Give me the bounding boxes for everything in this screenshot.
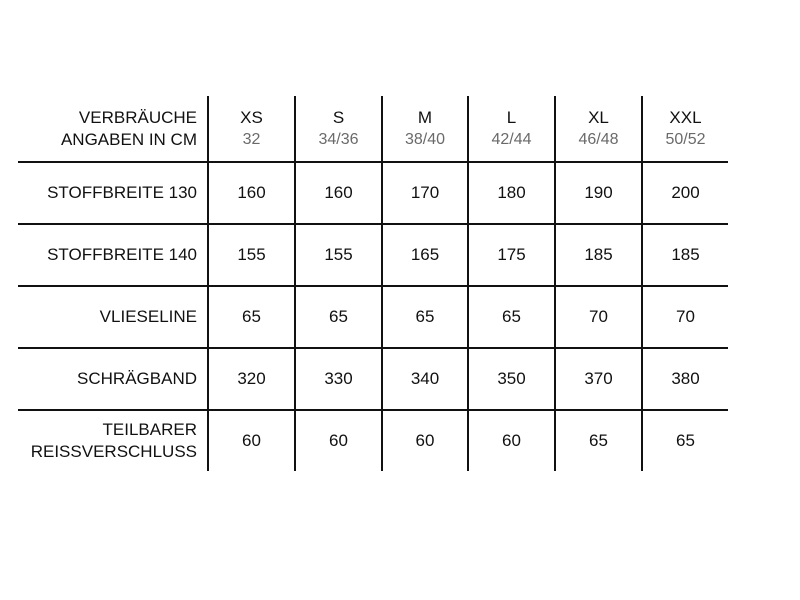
size-header-xxl [642, 96, 728, 162]
cell-s: 330 [295, 348, 382, 410]
cell-s: 155 [295, 224, 382, 286]
size-header-l [468, 96, 555, 162]
row-label [18, 286, 208, 348]
row-label [18, 224, 208, 286]
size-header-xl [555, 96, 642, 162]
row-label [18, 410, 208, 471]
cell-l: 350 [468, 348, 555, 410]
table-row [18, 162, 728, 224]
size-header-s [295, 96, 382, 162]
row-label [18, 162, 208, 224]
cell-xs: 60 [208, 410, 295, 471]
row-label-line1: STOFFBREITE 140 [47, 245, 197, 264]
size-number: 32 [242, 130, 261, 148]
table-row [18, 286, 728, 348]
cell-xl: 65 [555, 410, 642, 471]
cell-xl: 190 [555, 162, 642, 224]
size-code: XL [588, 107, 609, 127]
row-label-line1: VLIESELINE [99, 307, 197, 326]
row-label-line1: SCHRÄGBAND [77, 369, 197, 388]
size-number: 50/52 [665, 130, 706, 148]
size-number: 42/44 [491, 130, 532, 148]
cell-m: 170 [382, 162, 468, 224]
cell-s: 65 [295, 286, 382, 348]
size-code: L [506, 107, 517, 127]
header-label [18, 96, 208, 162]
cell-xl: 70 [555, 286, 642, 348]
cell-l: 180 [468, 162, 555, 224]
size-number: 46/48 [578, 130, 619, 148]
row-label-line1: TEILBARER [102, 420, 197, 439]
table-row [18, 348, 728, 410]
size-code: XS [240, 107, 263, 127]
cell-m: 60 [382, 410, 468, 471]
header-label-line1: VERBRÄUCHE [78, 107, 197, 127]
cell-s: 160 [295, 162, 382, 224]
cell-xxl: 70 [676, 307, 695, 326]
cell-m: 65 [382, 286, 468, 348]
cell-xl: 185 [555, 224, 642, 286]
cell-xxl: 185 [671, 245, 700, 264]
header-label-line2: ANGABEN IN CM [60, 129, 197, 149]
cell-l: 65 [468, 286, 555, 348]
cell-xxl: 200 [671, 183, 700, 202]
row-label-line2: REISSVERSCHLUSS [30, 442, 197, 461]
table-row [18, 410, 728, 471]
size-code: XXL [669, 107, 702, 127]
size-header-xs [208, 96, 295, 162]
size-code: S [332, 107, 345, 127]
size-code: M [417, 107, 433, 127]
row-label [18, 348, 208, 410]
table-row [18, 224, 728, 286]
size-chart-table [18, 96, 728, 471]
cell-xs: 320 [208, 348, 295, 410]
cell-m: 165 [382, 224, 468, 286]
size-number: 34/36 [318, 130, 359, 148]
cell-m: 340 [382, 348, 468, 410]
size-number: 38/40 [404, 130, 446, 148]
size-header-m [382, 96, 468, 162]
cell-xxl: 380 [671, 369, 700, 388]
cell-xxl: 65 [676, 431, 695, 450]
cell-s: 60 [295, 410, 382, 471]
cell-l: 175 [468, 224, 555, 286]
cell-l: 60 [468, 410, 555, 471]
cell-xs: 65 [208, 286, 295, 348]
cell-xl: 370 [555, 348, 642, 410]
header-row [18, 96, 728, 162]
cell-xs: 160 [208, 162, 295, 224]
cell-xs: 155 [208, 224, 295, 286]
row-label-line1: STOFFBREITE 130 [47, 183, 197, 202]
